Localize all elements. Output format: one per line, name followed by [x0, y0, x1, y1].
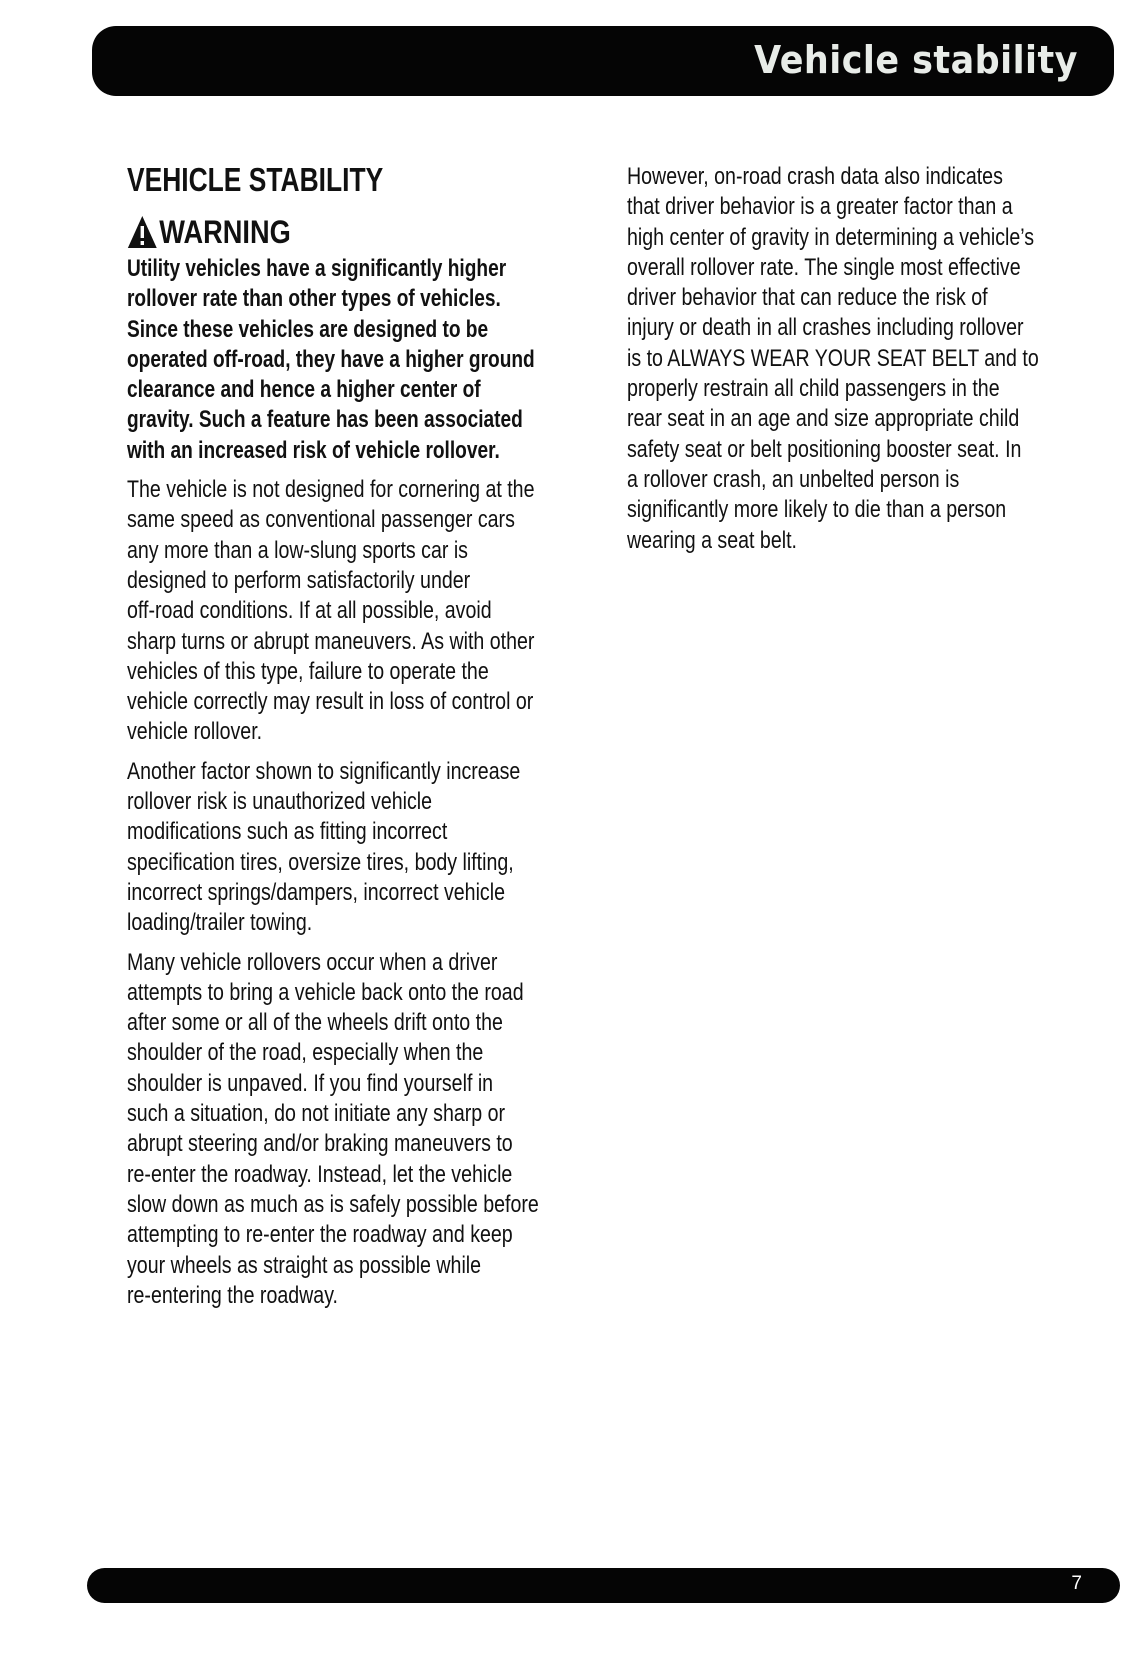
right-column [627, 162, 1097, 565]
text-line: that driver behavior is a greater factor than a [627, 193, 1013, 221]
text-line: loading/trailer towing. [127, 909, 313, 937]
warning-text [127, 254, 597, 466]
text-line: such a situation, do not initiate any sharp or [127, 1100, 506, 1128]
text-line: However, on-road crash data also indicates [627, 163, 1003, 190]
text-line: wearing a seat belt. [627, 526, 797, 554]
text-line: vehicle rollover. [127, 718, 263, 746]
text-line: injury or death in all crashes including rollover [627, 314, 1024, 342]
text-line: re-enter the roadway. Instead, let the vehicle [127, 1160, 513, 1188]
text-line: operated off-road, they have a higher ground [127, 345, 535, 373]
text-line: Utility vehicles have a significantly higher [127, 255, 507, 282]
page-number: 7 [1071, 1573, 1082, 1594]
text-line: your wheels as straight as possible while [127, 1251, 482, 1279]
body-paragraph [127, 757, 597, 939]
text-line: properly restrain all child passengers in the [627, 375, 1000, 403]
text-line: gravity. Such a feature has been associated [127, 406, 523, 434]
text-line: rear seat in an age and size appropriate child [627, 405, 1020, 433]
warning-label: WARNING [159, 213, 291, 250]
text-line: rollover risk is unauthorized vehicle [127, 788, 433, 816]
text-line: attempts to bring a vehicle back onto the road [127, 978, 524, 1006]
text-line: rollover rate than other types of vehicles. [127, 285, 501, 313]
text-line: attempting to re-enter the roadway and keep [127, 1221, 513, 1249]
text-line: driver behavior that can reduce the risk of [627, 284, 988, 312]
text-line: after some or all of the wheels drift onto the [127, 1009, 503, 1037]
text-line: a rollover crash, an unbelted person is [627, 465, 960, 493]
text-line: Many vehicle rollovers occur when a driver [127, 948, 498, 976]
right-paragraphs [627, 162, 1097, 556]
text-line: any more than a low-slung sports car is [127, 536, 468, 564]
text-line: The vehicle is not designed for cornering at the [127, 476, 535, 504]
footer-bar [87, 1568, 1120, 1603]
text-line: same speed as conventional passenger cars [127, 506, 515, 534]
text-line: sharp turns or abrupt maneuvers. As with other [127, 627, 535, 655]
text-line: high center of gravity in determining a vehicle’s [627, 223, 1035, 251]
left-paragraphs [127, 254, 597, 1311]
text-line: incorrect springs/dampers, incorrect vehicle [127, 878, 505, 906]
text-line: clearance and hence a higher center of [127, 376, 481, 404]
text-line: re-entering the roadway. [127, 1281, 338, 1309]
text-line: safety seat or belt positioning booster seat. In [627, 435, 1022, 463]
header-bar [92, 26, 1114, 96]
text-line: slow down as much as is safely possible before [127, 1190, 539, 1218]
text-line: vehicles of this type, failure to operate the [127, 657, 489, 685]
text-line: abrupt steering and/or braking maneuvers to [127, 1130, 513, 1158]
text-line: off-road conditions. If at all possible, avoid [127, 597, 492, 625]
warning-triangle-icon [127, 215, 158, 249]
text-line: overall rollover rate. The single most effective [627, 253, 1021, 281]
section-heading: VEHICLE STABILITY [127, 161, 384, 198]
text-line: shoulder of the road, especially when the [127, 1039, 484, 1067]
page-header-title: Vehicle stability [754, 38, 1078, 82]
body-paragraph [127, 475, 597, 748]
body-paragraph [127, 948, 597, 1312]
text-line: vehicle correctly may result in loss of control or [127, 688, 534, 716]
text-line: shoulder is unpaved. If you find yourself in [127, 1069, 494, 1097]
text-line: significantly more likely to die than a person [627, 496, 1007, 524]
text-line: designed to perform satisfactorily under [127, 566, 471, 594]
text-line: with an increased risk of vehicle rollover. [127, 436, 500, 464]
left-column [127, 160, 597, 1320]
text-line: Since these vehicles are designed to be [127, 315, 489, 343]
text-line: modifications such as fitting incorrect [127, 818, 448, 846]
text-line: is to ALWAYS WEAR YOUR SEAT BELT and to [627, 344, 1039, 372]
body-paragraph [627, 162, 1097, 556]
text-line: Another factor shown to significantly increase [127, 757, 521, 785]
text-line: specification tires, oversize tires, body lifting, [127, 848, 514, 876]
warning-heading [127, 210, 527, 254]
